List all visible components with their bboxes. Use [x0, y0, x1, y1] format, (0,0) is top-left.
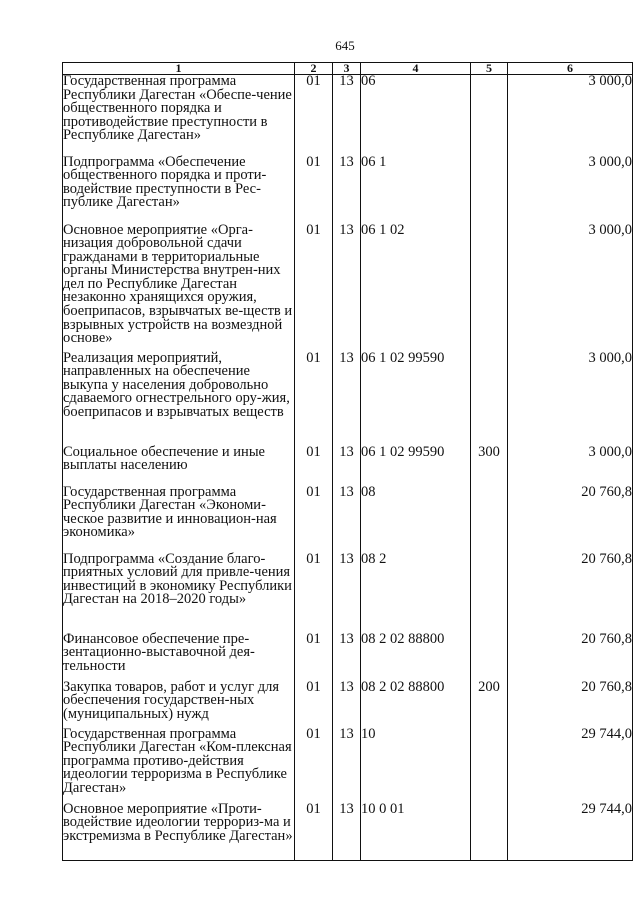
- row-name: Финансовое обеспечение пре-зентационно-выставочной дея-тельности: [63, 633, 295, 681]
- table-row: [63, 633, 633, 681]
- row-subsection-code: 13: [333, 681, 361, 728]
- row-amount: 20 760,8: [508, 633, 633, 681]
- row-expense-type: [471, 75, 508, 156]
- row-expense-type: [471, 633, 508, 681]
- row-section-code: 01: [295, 486, 333, 553]
- row-subsection-code: 13: [333, 803, 361, 861]
- column-header-4: 4: [361, 63, 471, 75]
- row-subsection-code: 13: [333, 486, 361, 553]
- row-amount: 20 760,8: [508, 553, 633, 633]
- column-header-1: 1: [63, 63, 295, 75]
- table-row: [63, 75, 633, 156]
- row-amount: 20 760,8: [508, 681, 633, 728]
- page-number: 645: [335, 38, 355, 53]
- row-target-article: 06 1 02: [361, 224, 471, 352]
- row-name: Государственная программа Республики Дагестан «Ком-плексная программа противо-действия идеологии терроризма в Республике Дагестан»: [63, 728, 295, 803]
- row-amount: 3 000,0: [508, 446, 633, 486]
- row-amount: 3 000,0: [508, 224, 633, 352]
- table-row: [63, 446, 633, 486]
- row-expense-type: [471, 803, 508, 861]
- row-name: Основное мероприятие «Проти-водействие идеологии террориз-ма и экстремизма в Республике Дагестан»: [63, 803, 295, 861]
- row-name: Государственная программа Республики Дагестан «Экономи-ческое развитие и инновацион-ная экономика»: [63, 486, 295, 553]
- row-target-article: 06 1 02 99590: [361, 352, 471, 446]
- row-name: Государственная программа Республики Дагестан «Обеспе-чение общественного порядка и противодействие преступности в Республике Дагестан»: [63, 75, 295, 156]
- row-expense-type: [471, 553, 508, 633]
- row-expense-type: 300: [471, 446, 508, 486]
- row-subsection-code: 13: [333, 446, 361, 486]
- row-section-code: 01: [295, 681, 333, 728]
- row-target-article: 06 1: [361, 156, 471, 224]
- table-row: [63, 728, 633, 803]
- row-section-code: 01: [295, 553, 333, 633]
- row-amount: 29 744,0: [508, 803, 633, 861]
- row-amount: 3 000,0: [508, 156, 633, 224]
- row-expense-type: [471, 486, 508, 553]
- row-target-article: 08 2 02 88800: [361, 633, 471, 681]
- row-section-code: 01: [295, 224, 333, 352]
- row-subsection-code: 13: [333, 224, 361, 352]
- row-name: Социальное обеспечение и иные выплаты населению: [63, 446, 295, 486]
- row-expense-type: [471, 728, 508, 803]
- row-name: Подпрограмма «Создание благо-приятных условий для привле-чения инвестиций в экономику Республики Дагестан на 2018–2020 годы»: [63, 553, 295, 633]
- column-header-3: 3: [333, 63, 361, 75]
- table-row: [63, 224, 633, 352]
- row-subsection-code: 13: [333, 633, 361, 681]
- table-row: [63, 681, 633, 728]
- row-section-code: 01: [295, 633, 333, 681]
- row-amount: 3 000,0: [508, 75, 633, 156]
- row-amount: 20 760,8: [508, 486, 633, 553]
- table-row: [63, 803, 633, 861]
- row-target-article: 10 0 01: [361, 803, 471, 861]
- row-name: Закупка товаров, работ и услуг для обеспечения государствен-ных (муниципальных) нужд: [63, 681, 295, 728]
- table-row: [63, 553, 633, 633]
- row-subsection-code: 13: [333, 156, 361, 224]
- row-target-article: 06 1 02 99590: [361, 446, 471, 486]
- row-subsection-code: 13: [333, 352, 361, 446]
- row-expense-type: 200: [471, 681, 508, 728]
- row-amount: 29 744,0: [508, 728, 633, 803]
- column-header-5: 5: [471, 63, 508, 75]
- column-header-2: 2: [295, 63, 333, 75]
- row-section-code: 01: [295, 352, 333, 446]
- budget-table: [62, 62, 633, 861]
- row-target-article: 06: [361, 75, 471, 156]
- row-expense-type: [471, 224, 508, 352]
- row-name: Основное мероприятие «Орга-низация добровольной сдачи гражданами в территориальные органы Министерства внутрен-них дел по Республике Дагестан незаконно хранящихся оружия, боеприпасов, взрывчатых ве-ществ и взрывных устройств на возмездной основе»: [63, 224, 295, 352]
- row-section-code: 01: [295, 728, 333, 803]
- row-expense-type: [471, 156, 508, 224]
- table-row: [63, 352, 633, 446]
- row-target-article: 08 2: [361, 553, 471, 633]
- row-section-code: 01: [295, 75, 333, 156]
- row-name: Реализация мероприятий, направленных на обеспечение выкупа у населения добровольно сдаваемого огнестрельного ору-жия, боеприпасов и взрывчатых веществ: [63, 352, 295, 446]
- row-name: Подпрограмма «Обеспечение общественного порядка и проти-водействие преступности в Рес-публике Дагестан»: [63, 156, 295, 224]
- row-amount: 3 000,0: [508, 352, 633, 446]
- row-subsection-code: 13: [333, 553, 361, 633]
- table-row: [63, 486, 633, 553]
- row-subsection-code: 13: [333, 75, 361, 156]
- table-row: [63, 156, 633, 224]
- row-subsection-code: 13: [333, 728, 361, 803]
- row-target-article: 08 2 02 88800: [361, 681, 471, 728]
- column-header-6: 6: [508, 63, 633, 75]
- row-section-code: 01: [295, 446, 333, 486]
- row-expense-type: [471, 352, 508, 446]
- row-section-code: 01: [295, 803, 333, 861]
- row-target-article: 10: [361, 728, 471, 803]
- row-target-article: 08: [361, 486, 471, 553]
- row-section-code: 01: [295, 156, 333, 224]
